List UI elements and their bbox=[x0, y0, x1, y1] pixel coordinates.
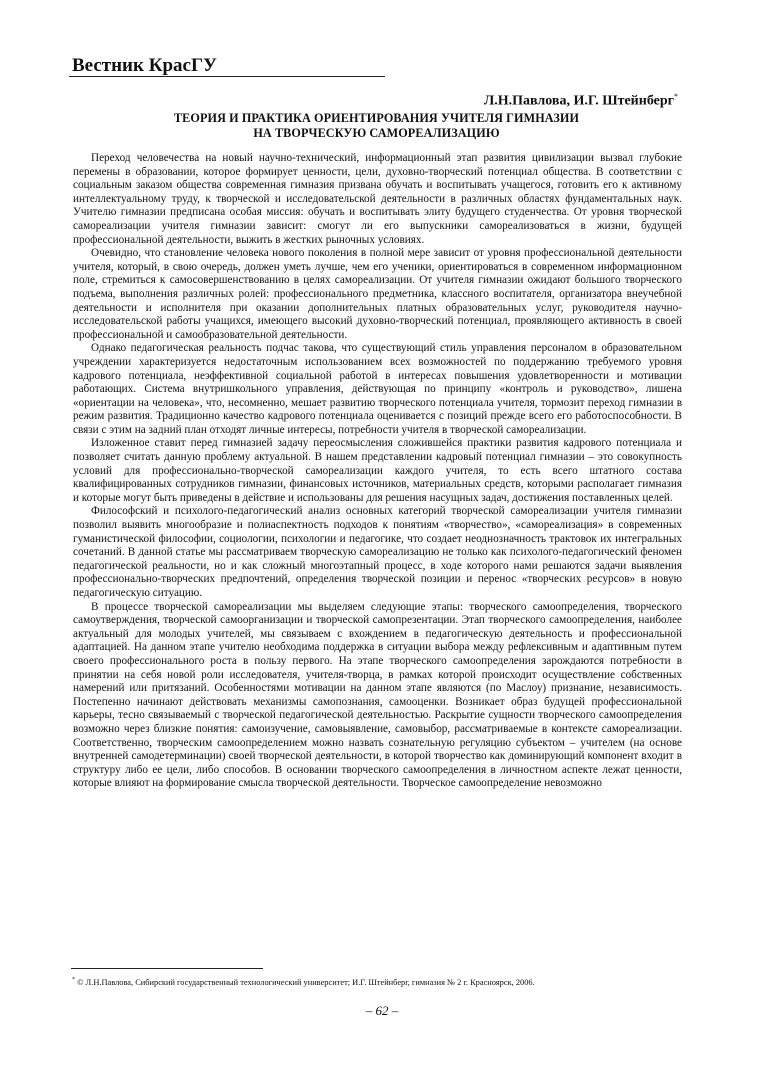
title-line: ТЕОРИЯ И ПРАКТИКА ОРИЕНТИРОВАНИЯ УЧИТЕЛЯ ГИМНАЗИИ bbox=[173, 111, 580, 125]
title-line: НА ТВОРЧЕСКУЮ САМОРЕАЛИЗАЦИЮ bbox=[253, 126, 500, 140]
body-paragraph: Переход человечества на новый научно-технический, информационный этап развития цивилизации вызвал глубокие перемены в образовании, которое формирует ценности, цели, духовно-творческий потенциал общества. В соответствии с социальным заказом общества современная гимназия призвана обучать и воспитывать учащегося, готовить его к активному интеллектуальному труду, к творческой и исследовательской деятельности в различных областях фундаментальных наук. Учителю гимназии предписана особая миссия: обучать и воспитывать элиту будущего студенчества. От уровня творческой самореализации учителя гимназии зависит: смогут ли его выпускники самореализоваться в жизни, будущей профессиональной деятельности, выжить в жестких рыночных условиях. bbox=[73, 152, 682, 246]
body-paragraph: Очевидно, что становление человека нового поколения в полной мере зависит от уровня профессиональной деятельности учителя, который, в свою очередь, должен уметь лучше, чем его ученики, ориентироваться в современном информационном поле, стремиться к самосовершенствованию в целях самореализации. От учителя гимназии ожидают большого творческого подъема, выполнения различных ролей: профессионального предметника, классного воспитателя, организатора внеучебной деятельности и исполнителя при оказании дополнительных платных образовательных услуг, руководителя научно-исследовательской работы учащихся, имеющего высокий духовно-творческий потенциал, проявляющего активность в своей профессиональной и самообразовательной деятельности. bbox=[73, 247, 682, 341]
footnote bbox=[72, 975, 682, 988]
authors-names: Л.Н.Павлова, И.Г. Штейнберг bbox=[483, 93, 674, 109]
article-title bbox=[69, 111, 684, 141]
article-body bbox=[73, 152, 682, 791]
page-number: – 62 – bbox=[365, 1003, 399, 1018]
footnote-text: © Л.Н.Павлова, Сибирский государственный технологический университет; И.Г. Штейнберг, гимназия № 2 г. Красноярск, 2006. bbox=[77, 977, 535, 987]
header-rule bbox=[69, 76, 385, 77]
body-paragraph: Однако педагогическая реальность подчас такова, что существующий стиль управления персоналом в образовательном учреждении характеризуется недостаточным использованием всех возможностей по поддержанию требуемого уровня кадрового потенциала, неэффективной социальной работой в интересах повышения удовлетворенности и мотивации работающих. Система внутришкольного управления, действующая по принципу «контроль и руководство», лишена «ориентации на человека», что, несомненно, мешает развитию творческого потенциала учителя, тормозит переход гимназии в режим развития. Традиционно качество кадрового потенциала оценивается с позиций прежде всего его работоспособности. В связи с этим на задний план отходят личные интересы, потребности учителя в творческой самореализации. bbox=[73, 342, 682, 436]
authors-footnote-mark: * bbox=[674, 92, 678, 101]
body-paragraph: Философский и психолого-педагогический анализ основных категорий творческой самореализации учителя гимназии позволил выявить многообразие и полиаспектность подходов к понятиям «творчество», «самореализация» в современных гуманистической философии, социологии, психологии и педагогике, что создает неоднозначность трактовок их интегральных сочетаний. В данной статье мы рассматриваем творческую самореализацию не только как психолого-педагогический феномен педагогической реальности, но и как сложный многоэтапный процесс, в ходе которого нами решаются задачи выявления профессионально-творческих предпочтений, определения творческой позиции и перенос «творческих ресурсов» в новую педагогическую ситуацию. bbox=[73, 505, 682, 599]
journal-name: Вестник КрасГУ bbox=[72, 55, 218, 76]
article-authors bbox=[484, 92, 678, 110]
body-paragraph: Изложенное ставит перед гимназией задачу переосмысления сложившейся практики развития кадрового потенциала и позволяет считать данную проблему актуальной. В нашем представлении кадровый потенциал гимназии – это совокупность условий для профессионально-творческой самореализации каждого учителя, то есть всего штатного состава квалифицированных сотрудников гимназии, финансовых источников, материальных средств, которыми располагает гимназия и которые могут быть приведены в действие и использованы для решения насущных задач, достижения поставленных целей. bbox=[73, 437, 682, 504]
footnote-rule bbox=[71, 968, 263, 969]
footnote-mark: * bbox=[72, 977, 75, 983]
body-paragraph: В процессе творческой самореализации мы выделяем следующие этапы: творческого самоопределения, творческого самоутверждения, творческой самоорганизации и творческой самопрезентации. Этап творческого самоопределения, наиболее актуальный для молодых учителей, мы связываем с вхождением в педагогическую деятельность и профессиональной адаптацией. На данном этапе учителю необходима поддержка в ситуации выбора между рефлексивным и адаптивным путем своего профессионального роста в пользу первого. На этапе творческого самоопределения зарождаются потребности в принятии на себя новой роли исследователя, учителя-творца, в рамках которой происходит осуществление собственных намерений или притязаний. Особенностями мотивации на данном этапе являются (по Маслоу) признание, независимость. Постепенно начинают действовать механизмы самопознания, самооценки. Возникает образ будущей профессиональной карьеры, тесно связываемый с творческой педагогической деятельностью. Раскрытие сущности творческого самоопределения возможно через близкие понятия: самоизучение, самовыявление, самовыбор, рассматриваемые в контексте самореализации. Соответственно, творческим самоопределением можно назвать сознательную регуляцию субъектом – учителем (на основе внутренней самодетерминации) своей творческой деятельности, в которой творчество как доминирующий компонент входит в структуру либо ее цели, либо способов. В основании творческого самоопределения в личностном аспекте лежат ценности, которые влияют на формирование смысла творческой деятельности. Творческое самоопределение невозможно bbox=[73, 600, 682, 790]
